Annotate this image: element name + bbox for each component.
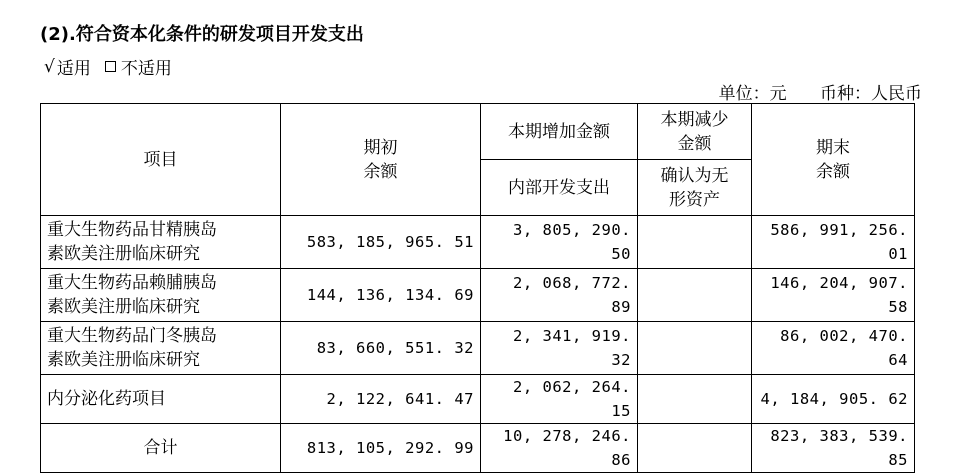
header-internal-dev: 内部开发支出 (481, 160, 638, 216)
applicable-label: 适用 (56, 59, 91, 79)
header-row-1 (41, 104, 915, 160)
row-item (41, 322, 281, 375)
total-label: 合计 (41, 424, 281, 473)
row-item-line1: 重大生物药品赖脯胰岛 (47, 273, 217, 293)
row-closing: 146, 204, 907. 58 (752, 269, 915, 322)
unit-label: 单位：元 (718, 84, 787, 104)
table-row (41, 375, 915, 424)
total-row (41, 424, 915, 473)
header-decrease-line2: 金额 (677, 133, 712, 154)
total-opening: 813, 105, 292. 99 (281, 424, 481, 473)
header-decrease-group (638, 104, 752, 160)
row-internal-dev: 3, 805, 290. 50 (481, 216, 638, 269)
total-internal-dev: 10, 278, 246. 86 (481, 424, 638, 473)
header-closing-line2: 余额 (816, 161, 850, 182)
applicability-line (44, 54, 172, 79)
header-intangible-line2: 形资产 (669, 189, 720, 210)
header-increase-group: 本期增加金额 (481, 104, 638, 160)
row-item: 内分泌化药项目 (41, 375, 281, 424)
row-item (41, 269, 281, 322)
row-item-line2: 素欧美注册临床研究 (47, 244, 200, 264)
row-to-intangible (638, 322, 752, 375)
empty-checkbox-icon (105, 61, 116, 72)
header-closing (752, 104, 915, 216)
row-closing: 4, 184, 905. 62 (752, 375, 915, 424)
row-closing: 586, 991, 256. 01 (752, 216, 915, 269)
row-opening: 583, 185, 965. 51 (281, 216, 481, 269)
table-row (41, 216, 915, 269)
currency-label: 币种：人民币 (820, 84, 922, 104)
table-row (41, 322, 915, 375)
header-decrease-line1: 本期减少 (660, 109, 729, 130)
not-applicable-label: 不适用 (120, 59, 172, 79)
header-opening (281, 104, 481, 216)
header-to-intangible (638, 160, 752, 216)
row-to-intangible (638, 216, 752, 269)
total-closing: 823, 383, 539. 85 (752, 424, 915, 473)
checkmark-icon: √ (44, 56, 55, 77)
row-internal-dev: 2, 341, 919. 32 (481, 322, 638, 375)
header-opening-line2: 余额 (363, 161, 398, 182)
rd-capitalization-table (40, 103, 915, 473)
row-closing: 86, 002, 470. 64 (752, 322, 915, 375)
table-row (41, 269, 915, 322)
total-to-intangible (638, 424, 752, 473)
header-item: 项目 (41, 104, 281, 216)
row-item (41, 216, 281, 269)
header-intangible-line1: 确认为无 (660, 165, 729, 186)
unit-line (719, 79, 922, 104)
row-opening: 2, 122, 641. 47 (281, 375, 481, 424)
row-to-intangible (638, 375, 752, 424)
row-to-intangible (638, 269, 752, 322)
row-item-line1: 重大生物药品门冬胰岛 (47, 326, 217, 346)
header-closing-line1: 期末 (816, 137, 850, 158)
row-internal-dev: 2, 068, 772. 89 (481, 269, 638, 322)
section-title: (2).符合资本化条件的研发项目开发支出 (40, 24, 364, 45)
header-opening-line1: 期初 (363, 137, 398, 158)
row-opening: 83, 660, 551. 32 (281, 322, 481, 375)
row-item-line1: 重大生物药品甘精胰岛 (47, 220, 217, 240)
row-item-line2: 素欧美注册临床研究 (47, 350, 200, 370)
row-item-line2: 素欧美注册临床研究 (47, 297, 200, 317)
row-opening: 144, 136, 134. 69 (281, 269, 481, 322)
row-internal-dev: 2, 062, 264. 15 (481, 375, 638, 424)
